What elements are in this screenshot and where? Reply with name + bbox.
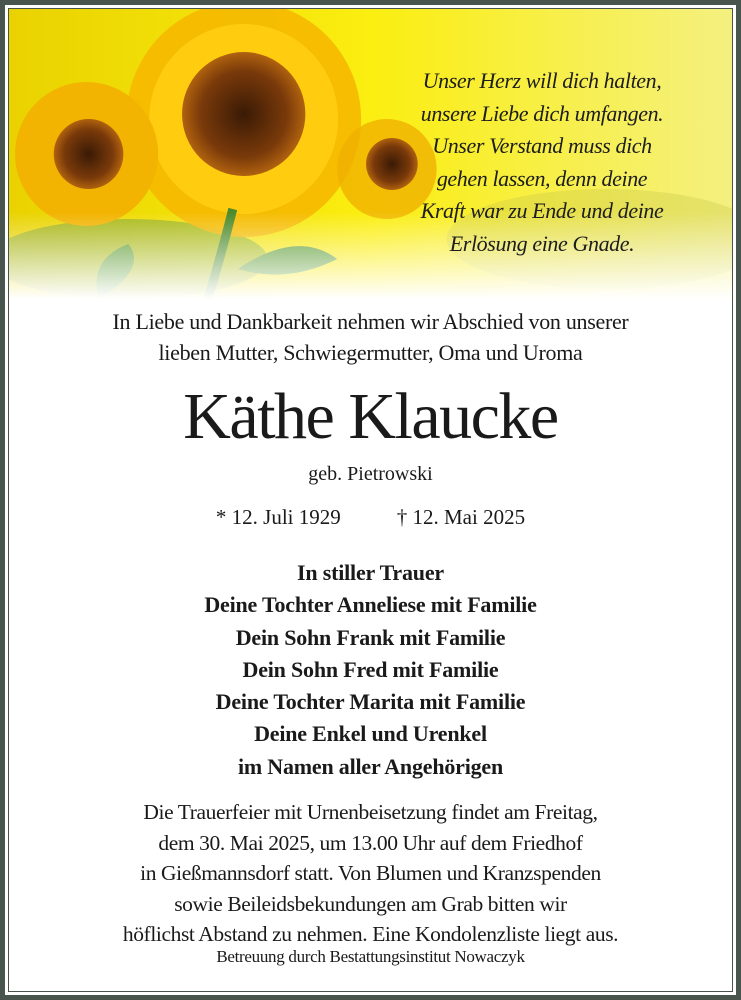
death-date: † 12. Mai 2025	[396, 505, 526, 529]
info-line: höflichst Abstand zu nehmen. Eine Kondolenzliste liegt aus.	[122, 922, 619, 946]
info-line: Die Trauerfeier mit Urnenbeisetzung findet am Freitag,	[143, 800, 598, 824]
poem-line: Unser Verstand muss dich	[432, 133, 652, 158]
intro-line: In Liebe und Dankbarkeit nehmen wir Abschied von unserer	[112, 309, 629, 334]
intro-text	[9, 306, 732, 368]
life-dates	[9, 505, 732, 530]
info-line: dem 30. Mai 2025, um 13.00 Uhr auf dem Friedhof	[158, 830, 583, 855]
intro-line: lieben Mutter, Schwiegermutter, Oma und Uroma	[158, 340, 583, 365]
info-line: sowie Beileidsbekundungen am Grab bitten wir	[174, 891, 567, 916]
mourner-line: Deine Enkel und Urenkel	[254, 721, 487, 747]
poem-line: Erlösung eine Gnade.	[449, 230, 635, 256]
funeral-home: Betreuung durch Bestattungsinstitut Nowaczyk	[216, 947, 525, 966]
mourner-line: Dein Sohn Fred mit Familie	[242, 656, 499, 682]
poem-line: Unser Herz will dich halten,	[422, 68, 662, 93]
notice-border	[5, 5, 736, 995]
funeral-info	[9, 797, 732, 950]
obituary-notice	[8, 8, 733, 992]
mourner-line: Deine Tochter Marita mit Familie	[215, 689, 526, 715]
poem-line: gehen lassen, denn deine	[436, 165, 648, 191]
birth-name: geb. Pietrowski	[308, 463, 433, 485]
poem	[382, 65, 702, 260]
birth-date: * 12. Juli 1929	[215, 505, 341, 529]
mourner-line: Deine Tochter Anneliese mit Familie	[204, 592, 537, 618]
poem-line: Kraft war zu Ende und deine	[420, 198, 664, 223]
poem-line: unsere Liebe dich umfangen.	[420, 100, 664, 126]
mourner-line: In stiller Trauer	[297, 560, 444, 585]
mourner-line: Dein Sohn Frank mit Familie	[235, 624, 506, 650]
deceased-name: Käthe Klaucke	[183, 380, 558, 453]
mourners	[9, 557, 732, 783]
info-line: in Gießmannsdorf statt. Von Blumen und Kranzspenden	[140, 861, 601, 885]
mourner-line: im Namen aller Angehörigen	[237, 753, 504, 779]
